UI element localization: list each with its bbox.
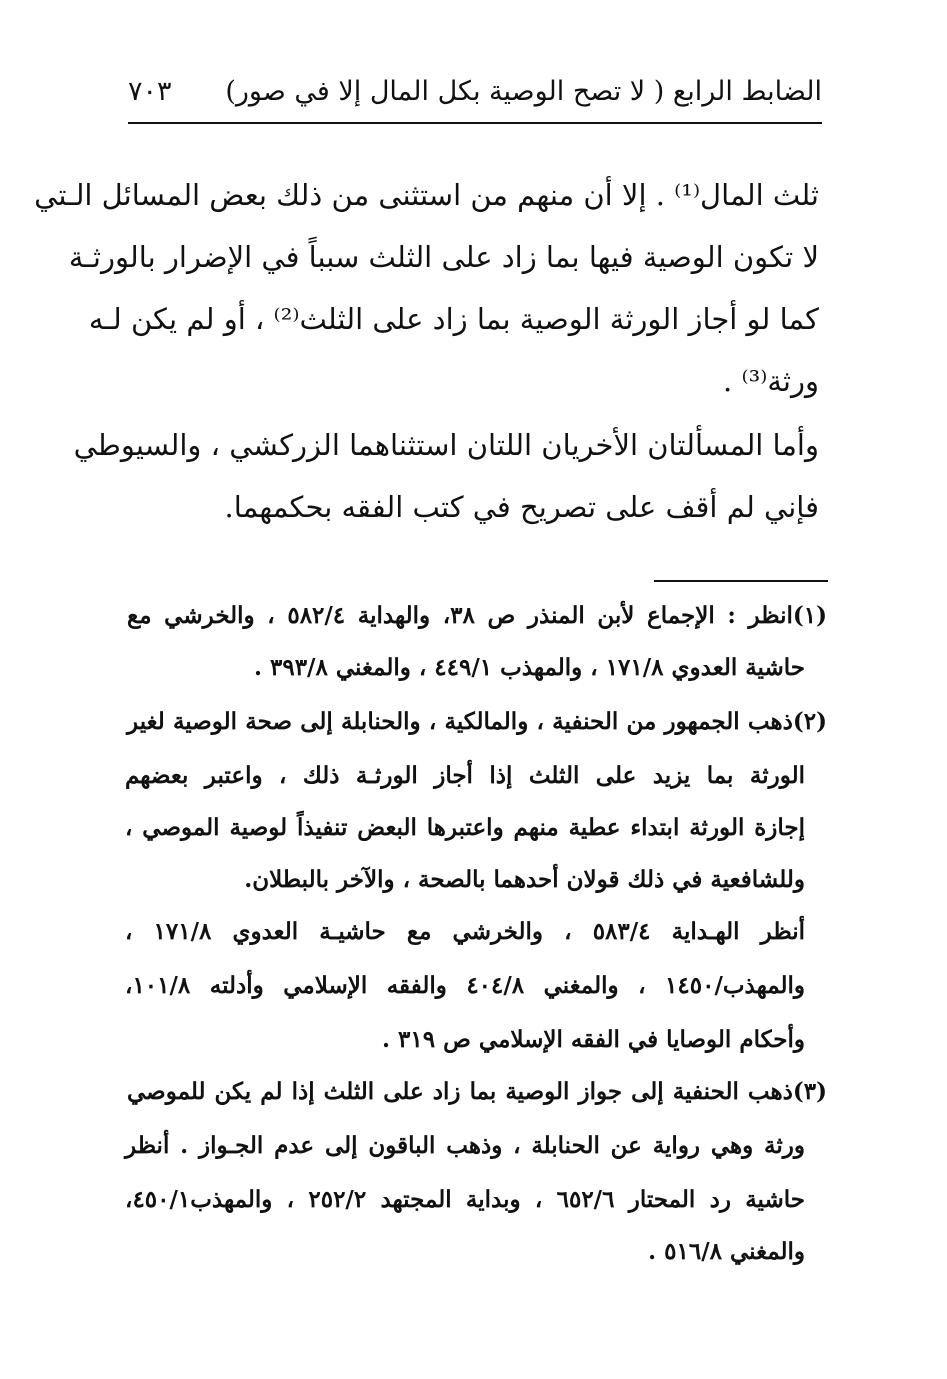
body-line-3: كما لو أجاز الورثة الوصية بما زاد على الثلث⁽²⁾ ، أو لم يكن لـه (88, 302, 819, 336)
body-line-6: فإني لم أقف على تصريح في كتب الفقه بحكمهما. (224, 490, 819, 524)
running-header-title: الضابط الرابع ( لا تصح الوصية بكل المال إلا في صور) (225, 76, 822, 107)
footnote-2-line-4: وللشافعية في ذلك قولان أحدهما بالصحة ، والآخر بالبطلان. (244, 866, 805, 893)
footnote-3-line-4: والمغني ٥١٦/٨ . (648, 1238, 805, 1265)
footnote-2-line-6: والمهذب/١٤٥٠ ، والمغني ٤٠٤/٨ والفقه الإسلامي وأدلته ١٠١/٨، (125, 972, 805, 999)
body-line-1: ثلث المال⁽¹⁾ . إلا أن منهم من استثنى من ذلك بعض المسائل الـتي (34, 178, 819, 212)
footnote-3-line-3: حاشية رد المحتار ٦٥٢/٦ ، وبداية المجتهد ٢٥٢/٢ ، والمهذب٤٥٠/١، (125, 1186, 805, 1213)
footnote-2-line-3: إجازة الورثة ابتداء عطية منهم واعتبرها البعض تنفيذاً لوصية الموصي ، (125, 814, 805, 841)
footnote-2-line-2: الورثة بما يزيد على الثلث إذا أجاز الورثـة ذلك ، واعتبر بعضهم (125, 762, 805, 789)
footnote-rule (654, 580, 828, 582)
body-line-2: لا تكون الوصية فيها بما زاد على الثلث سبباً في الإضرار بالورثـة (68, 240, 819, 274)
footnote-2-line-5: أنظر الهـداية ٥٨٣/٤ ، والخرشي مع حاشيـة العدوي ١٧١/٨ ، (125, 918, 806, 945)
body-line-4: ورثة⁽³⁾ . (723, 364, 819, 398)
footnote-2-line-7: وأحكام الوصايا في الفقه الإسلامي ص ٣١٩ . (382, 1026, 805, 1053)
page-number: ٧٠٣ (128, 76, 172, 107)
footnote-1-line-2: حاشية العدوي ١٧١/٨ ، والمهذب ٤٤٩/١ ، والمغني ٣٩٣/٨ . (253, 654, 805, 681)
body-line-5: وأما المسألتان الأخريان اللتان استثناهما الزركشي ، والسيوطي (73, 428, 819, 462)
footnote-2-line-1: (٢)ذهب الجمهور من الحنفية ، والمالكية ، والحنابلة إلى صحة الوصية لغير (127, 708, 827, 735)
footnote-3-line-1: (٣)ذهب الحنفية إلى جواز الوصية بما زاد على الثلث إذا لم يكن للموصي (127, 1078, 827, 1105)
header-rule (128, 122, 822, 124)
footnote-3-line-2: ورثة وهي رواية عن الحنابلة ، وذهب الباقون إلى عدم الجـواز . أنظر (125, 1132, 805, 1159)
footnote-1-line-1: (١)انظر : الإجماع لأبن المنذر ص ٣٨، والهداية ٥٨٢/٤ ، والخرشي مع (127, 602, 827, 629)
